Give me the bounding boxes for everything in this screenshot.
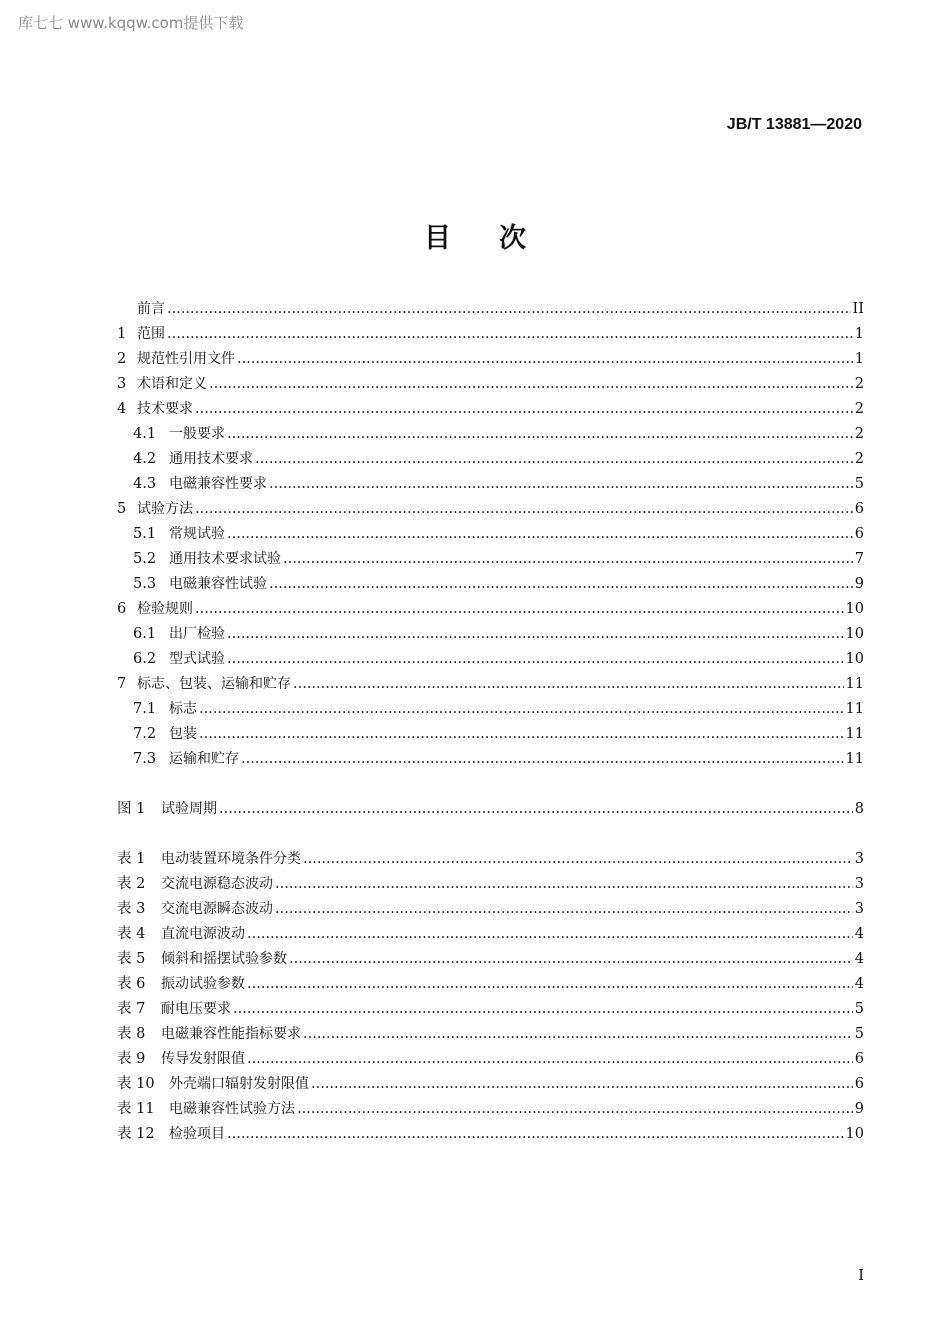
toc-leader-dots xyxy=(209,372,853,397)
toc-entry-label: 型式试验 xyxy=(169,651,225,667)
section-gap xyxy=(117,772,864,797)
toc-entry-number: 表 2 xyxy=(117,876,146,892)
toc-entry[interactable] xyxy=(117,722,864,747)
toc-leader-dots xyxy=(195,597,844,622)
toc-entry-page: 8 xyxy=(854,801,864,817)
toc-entry-number: 表 4 xyxy=(117,926,146,942)
watermark-text: 库七七 www.kqqw.com提供下载 xyxy=(18,14,244,32)
toc-leader-dots xyxy=(237,347,853,372)
toc-leader-dots xyxy=(247,972,853,997)
toc-entry-number: 4.1 xyxy=(133,426,157,442)
toc-entry-number: 表 7 xyxy=(117,1001,146,1017)
toc-entry-page: 5 xyxy=(854,1001,864,1017)
toc-leader-dots xyxy=(303,1022,853,1047)
page-title: 目次 xyxy=(424,223,574,254)
toc-entry-page: 10 xyxy=(845,601,864,617)
toc-entry-page: 6 xyxy=(854,1051,864,1067)
toc-entry-number: 表 9 xyxy=(117,1051,146,1067)
toc-entry[interactable] xyxy=(117,572,864,597)
toc-entry-label: 通用技术要求 xyxy=(169,451,253,467)
toc-leader-dots xyxy=(269,472,853,497)
toc-entry-label: 标志、包装、运输和贮存 xyxy=(137,676,291,692)
toc-leader-dots xyxy=(269,572,853,597)
toc-entry-number: 7 xyxy=(117,676,127,692)
toc-entry-label: 电磁兼容性要求 xyxy=(169,476,267,492)
toc-entry[interactable] xyxy=(117,1022,864,1047)
toc-entry-label: 标志 xyxy=(169,701,197,717)
toc-entry-label: 检验项目 xyxy=(169,1126,225,1142)
toc-entry-number: 6.2 xyxy=(133,651,157,667)
toc-entry-label: 检验规则 xyxy=(137,601,193,617)
toc-entry-page: 6 xyxy=(854,501,864,517)
toc-entry-page: 4 xyxy=(854,976,864,992)
toc-entry-page: 3 xyxy=(854,901,864,917)
toc-entry-label: 直流电源波动 xyxy=(161,926,245,942)
toc-leader-dots xyxy=(227,1122,844,1147)
toc-entry-label: 传导发射限值 xyxy=(161,1051,245,1067)
page-number: I xyxy=(858,1266,864,1284)
toc-entry[interactable] xyxy=(117,372,864,397)
toc-entry-label: 电磁兼容性试验方法 xyxy=(169,1101,295,1117)
toc-leader-dots xyxy=(227,622,844,647)
toc-leader-dots xyxy=(199,722,844,747)
toc-entry-page: 11 xyxy=(845,751,864,767)
toc-entry[interactable] xyxy=(117,472,864,497)
toc-entry-page: 6 xyxy=(854,526,864,542)
toc-entry-label: 范围 xyxy=(137,326,165,342)
toc-entry[interactable] xyxy=(117,597,864,622)
toc-entry-page: 5 xyxy=(854,476,864,492)
toc-leader-dots xyxy=(167,297,851,322)
toc-entry[interactable] xyxy=(117,1072,864,1097)
toc-entry[interactable] xyxy=(117,322,864,347)
toc-entry-page: 1 xyxy=(854,351,864,367)
toc-entry-label: 试验周期 xyxy=(161,801,217,817)
toc-entry-page: 10 xyxy=(845,1126,864,1142)
toc-entry[interactable] xyxy=(117,297,864,322)
toc-leader-dots xyxy=(219,797,853,822)
toc-figures xyxy=(117,797,864,822)
toc-entry[interactable] xyxy=(117,797,864,822)
toc-entry[interactable] xyxy=(117,897,864,922)
toc-entry[interactable] xyxy=(117,1047,864,1072)
toc-leader-dots xyxy=(227,422,853,447)
toc-entry-page: 2 xyxy=(854,401,864,417)
toc-entry-label: 术语和定义 xyxy=(137,376,207,392)
toc-entry[interactable] xyxy=(117,672,864,697)
toc-entry-page: II xyxy=(852,301,864,317)
toc-entry-page: 4 xyxy=(854,926,864,942)
toc-entry-number: 表 11 xyxy=(117,1101,155,1117)
toc-leader-dots xyxy=(247,922,853,947)
toc-leader-dots xyxy=(297,1097,853,1122)
toc-entry-label: 外壳端口辐射发射限值 xyxy=(169,1076,309,1092)
toc-leader-dots xyxy=(293,672,844,697)
toc-entry-label: 规范性引用文件 xyxy=(137,351,235,367)
toc-entry-number: 6 xyxy=(117,601,127,617)
toc-entry-label: 交流电源瞬态波动 xyxy=(161,901,273,917)
toc-leader-dots xyxy=(289,947,853,972)
toc-entry-page: 6 xyxy=(854,1076,864,1092)
toc-entry-label: 倾斜和摇摆试验参数 xyxy=(161,951,287,967)
toc-entry-number: 2 xyxy=(117,351,127,367)
toc-leader-dots xyxy=(233,997,853,1022)
toc-entry-number: 4.2 xyxy=(133,451,157,467)
toc-entry[interactable] xyxy=(117,422,864,447)
toc-entry-label: 技术要求 xyxy=(137,401,193,417)
toc-entry-page: 11 xyxy=(845,676,864,692)
toc-entry[interactable] xyxy=(117,922,864,947)
toc-entry-number: 4 xyxy=(117,401,127,417)
toc-entry-label: 振动试验参数 xyxy=(161,976,245,992)
toc-sections xyxy=(117,297,864,772)
toc-entry-number: 表 6 xyxy=(117,976,146,992)
toc-entry[interactable] xyxy=(117,1097,864,1122)
toc-entry-label: 电动装置环境条件分类 xyxy=(161,851,301,867)
toc-entry-number: 5 xyxy=(117,501,127,517)
toc-entry[interactable] xyxy=(117,747,864,772)
toc-leader-dots xyxy=(199,697,844,722)
toc-entry[interactable] xyxy=(117,447,864,472)
toc-entry-page: 10 xyxy=(845,651,864,667)
toc-leader-dots xyxy=(227,647,844,672)
toc-entry[interactable] xyxy=(117,547,864,572)
toc-entry[interactable] xyxy=(117,697,864,722)
toc-entry-number: 3 xyxy=(117,376,127,392)
toc-leader-dots xyxy=(227,522,853,547)
toc-entry-page: 3 xyxy=(854,876,864,892)
toc-entry[interactable] xyxy=(117,997,864,1022)
toc-leader-dots xyxy=(303,847,853,872)
toc-entry-label: 包装 xyxy=(169,726,197,742)
toc-entry[interactable] xyxy=(117,1122,864,1147)
toc-entry[interactable] xyxy=(117,647,864,672)
toc-leader-dots xyxy=(247,1047,853,1072)
toc-entry-label: 电磁兼容性试验 xyxy=(169,576,267,592)
toc-entry-number: 图 1 xyxy=(117,801,146,817)
toc-entry-page: 2 xyxy=(854,426,864,442)
toc-entry[interactable] xyxy=(117,972,864,997)
toc-entry-number: 5.1 xyxy=(133,526,157,542)
toc-entry-page: 3 xyxy=(854,851,864,867)
toc-leader-dots xyxy=(275,897,853,922)
toc-entry-number: 表 10 xyxy=(117,1076,155,1092)
toc-entry-number: 7.3 xyxy=(133,751,157,767)
toc-entry-page: 7 xyxy=(854,551,864,567)
toc-entry-label: 耐电压要求 xyxy=(161,1001,231,1017)
toc-entry-label: 常规试验 xyxy=(169,526,225,542)
toc-leader-dots xyxy=(195,497,853,522)
table-of-contents xyxy=(117,297,864,1147)
toc-entry-number: 5.2 xyxy=(133,551,157,567)
standard-code: JB/T 13881—2020 xyxy=(726,116,862,133)
toc-entry-number: 表 1 xyxy=(117,851,146,867)
toc-entry-page: 2 xyxy=(854,451,864,467)
toc-tables xyxy=(117,847,864,1147)
toc-entry-number: 4.3 xyxy=(133,476,157,492)
toc-entry-page: 11 xyxy=(845,701,864,717)
toc-entry-label: 运输和贮存 xyxy=(169,751,239,767)
toc-entry[interactable] xyxy=(117,847,864,872)
toc-entry-number: 表 8 xyxy=(117,1026,146,1042)
toc-entry-label: 试验方法 xyxy=(137,501,193,517)
toc-entry[interactable] xyxy=(117,497,864,522)
toc-leader-dots xyxy=(195,397,853,422)
toc-entry-page: 5 xyxy=(854,1026,864,1042)
toc-entry-page: 11 xyxy=(845,726,864,742)
toc-entry-number: 1 xyxy=(117,326,127,342)
toc-entry-page: 4 xyxy=(854,951,864,967)
toc-leader-dots xyxy=(241,747,844,772)
section-gap xyxy=(117,822,864,847)
toc-entry-label: 通用技术要求试验 xyxy=(169,551,281,567)
toc-entry-page: 2 xyxy=(854,376,864,392)
toc-leader-dots xyxy=(283,547,853,572)
toc-entry-page: 9 xyxy=(854,1101,864,1117)
toc-entry-page: 10 xyxy=(845,626,864,642)
toc-entry[interactable] xyxy=(117,522,864,547)
toc-entry-label: 电磁兼容性能指标要求 xyxy=(161,1026,301,1042)
toc-entry-number: 7.2 xyxy=(133,726,157,742)
toc-entry-number: 表 5 xyxy=(117,951,146,967)
toc-entry-label: 出厂检验 xyxy=(169,626,225,642)
toc-entry-number: 5.3 xyxy=(133,576,157,592)
toc-entry-label: 交流电源稳态波动 xyxy=(161,876,273,892)
toc-entry[interactable] xyxy=(117,397,864,422)
toc-entry[interactable] xyxy=(117,347,864,372)
toc-entry-number: 表 3 xyxy=(117,901,146,917)
toc-entry-number: 7.1 xyxy=(133,701,157,717)
toc-leader-dots xyxy=(275,872,853,897)
toc-entry-label: 一般要求 xyxy=(169,426,225,442)
toc-leader-dots xyxy=(311,1072,853,1097)
toc-entry-page: 1 xyxy=(854,326,864,342)
toc-entry-page: 9 xyxy=(854,576,864,592)
toc-entry[interactable] xyxy=(117,947,864,972)
toc-entry-number: 6.1 xyxy=(133,626,157,642)
toc-entry-number: 表 12 xyxy=(117,1126,155,1142)
toc-leader-dots xyxy=(167,322,853,347)
toc-entry[interactable] xyxy=(117,872,864,897)
toc-leader-dots xyxy=(255,447,853,472)
toc-entry-label: 前言 xyxy=(137,301,165,317)
toc-entry[interactable] xyxy=(117,622,864,647)
